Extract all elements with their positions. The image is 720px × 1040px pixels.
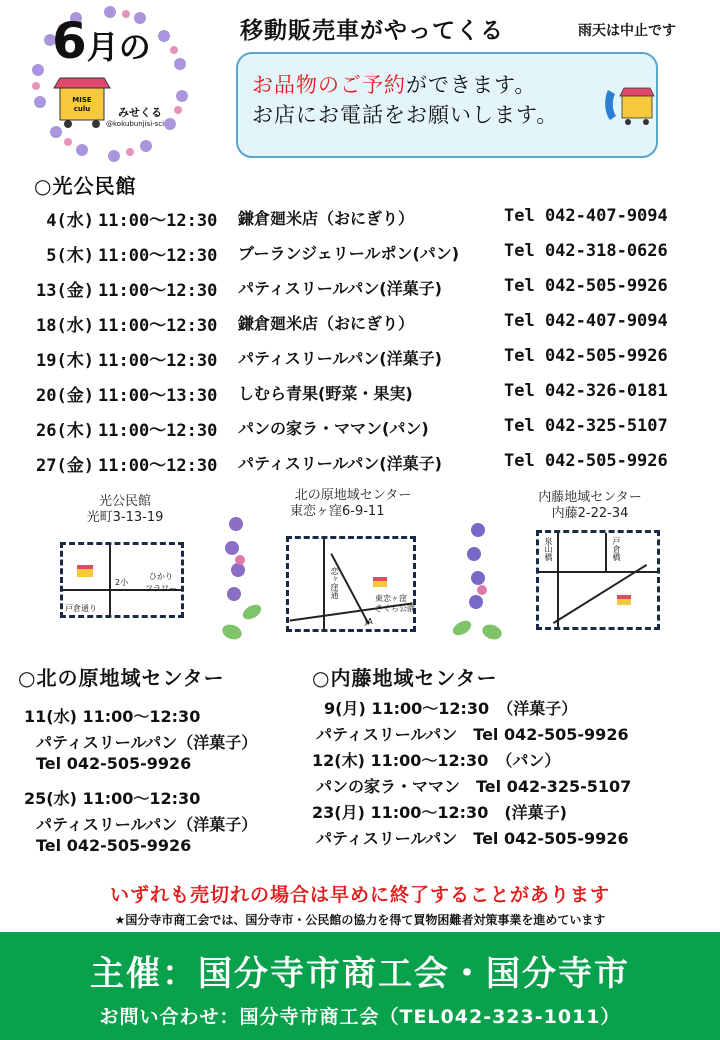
notice-line1: ができます。 (406, 73, 537, 97)
schedule-row (0, 375, 720, 409)
row-date: 27(金) (36, 456, 94, 476)
row-date: 4(水) (46, 211, 94, 231)
cart-marker-icon (77, 565, 93, 577)
schedule-row (0, 445, 720, 479)
kitanohara-entry-phone: Tel 042-505-9926 (36, 754, 192, 773)
naito-entry-datetime: 12(木) 11:00〜12:30 （パン） (312, 751, 561, 770)
row-phone: Tel 042-325-5107 (504, 416, 668, 436)
notice-highlight: お品物のご予約 (252, 73, 406, 97)
map-hikari: 2小 ひかり フラワー 戸倉通り (60, 542, 184, 618)
brand-handle: @kokubunjisi-sci (106, 120, 165, 128)
page-title: 移動販売車がやってくる (240, 18, 504, 44)
row-shop: 鎌倉廻米店（おにぎり） (238, 314, 415, 333)
reservation-notice (236, 52, 658, 158)
section-title-naito: ○内藤地域センター (312, 666, 498, 690)
naito-entry-shop-phone: パティスリールパン Tel 042-505-9926 (316, 829, 629, 848)
schedule-row (0, 340, 720, 374)
organizer: 主催：国分寺市商工会・国分寺市 (90, 954, 630, 994)
brand-mark: MISE culu (72, 96, 92, 113)
month-label: 6月の (52, 12, 151, 70)
schedule-row (0, 305, 720, 339)
row-time: 11:00〜12:30 (98, 456, 218, 476)
notice-line2: お店にお電話をお願いします。 (252, 103, 559, 127)
schedule-row (0, 235, 720, 269)
row-phone: Tel 042-505-9926 (504, 346, 668, 366)
kitanohara-entry-shop: パティスリールパン（洋菓子） (36, 733, 258, 752)
naito-entry-shop-phone: パティスリールパン Tel 042-505-9926 (316, 725, 629, 744)
schedule-row (0, 200, 720, 234)
row-time: 11:00〜12:30 (98, 281, 218, 301)
row-time: 11:00〜12:30 (98, 421, 218, 441)
row-date: 26(木) (36, 421, 94, 441)
naito-entry-datetime: 9(月) 11:00〜12:30 （洋菓子） (324, 699, 578, 718)
row-shop: パティスリールパン(洋菓子) (238, 279, 442, 298)
map-naito: 泉山橋 戸倉橋 (536, 530, 660, 630)
row-time: 11:00〜12:30 (98, 351, 218, 371)
row-shop: ブーランジェリールポン(パン) (238, 244, 460, 263)
row-phone: Tel 042-505-9926 (504, 451, 668, 471)
kitanohara-entry-datetime: 11(水) 11:00〜12:30 (24, 707, 201, 726)
row-date: 5(木) (46, 246, 94, 266)
row-shop: 鎌倉廻米店（おにぎり） (238, 209, 415, 228)
cart-marker-icon (373, 577, 387, 587)
map-kitanohara-label: 北の原地域センター 東恋ヶ窪6-9-11 (290, 488, 412, 519)
program-note: ★国分寺市商工会では、国分寺市・公民館の協力を得て買物困難者対策事業を進めています (114, 913, 606, 927)
brand-name: みせくる (118, 106, 162, 119)
phone-cart-icon (602, 82, 658, 134)
row-date: 18(水) (36, 316, 94, 336)
map-hikari-label: 光公民館 光町3-13-19 (86, 494, 164, 525)
schedule-row (0, 410, 720, 444)
row-time: 11:00〜12:30 (98, 316, 218, 336)
hydrangea-decoration-icon (214, 514, 270, 650)
row-shop: パティスリールパン(洋菓子) (238, 454, 442, 473)
row-shop: しむら青果(野菜・果実) (238, 384, 413, 403)
row-date: 13(金) (36, 281, 94, 301)
section-title-hikari: ○光公民館 (34, 174, 137, 198)
kitanohara-entry-shop: パティスリールパン（洋菓子） (36, 815, 258, 834)
row-shop: パティスリールパン(洋菓子) (238, 349, 442, 368)
row-shop: パンの家ラ・ママン(パン) (238, 419, 429, 438)
row-time: 11:00〜13:30 (98, 386, 218, 406)
row-phone: Tel 042-407-9094 (504, 311, 668, 331)
naito-entry-shop-phone: パンの家ラ・ママン Tel 042-325-5107 (316, 777, 632, 796)
cart-marker-icon (617, 595, 631, 605)
kitanohara-entry-datetime: 25(水) 11:00〜12:30 (24, 789, 201, 808)
row-phone: Tel 042-505-9926 (504, 276, 668, 296)
section-title-kitanohara: ○北の原地域センター (18, 666, 225, 690)
sold-out-notice: いずれも売切れの場合は早めに終了することがあります (109, 884, 610, 906)
footer-banner (0, 932, 720, 1040)
map-kitanohara: 恋ヶ窪通 東恋ヶ窪 さくら公園 JA (286, 536, 416, 632)
logo-wreath (30, 4, 190, 164)
row-time: 11:00〜12:30 (98, 211, 218, 231)
row-phone: Tel 042-318-0626 (504, 241, 668, 261)
schedule-row (0, 270, 720, 304)
row-time: 11:00〜12:30 (98, 246, 218, 266)
row-phone: Tel 042-407-9094 (504, 206, 668, 226)
rain-note: 雨天は中止です (578, 23, 676, 39)
inquiry: お問い合わせ：国分寺市商工会（TEL042-323-1011） (99, 1006, 621, 1028)
naito-entry-datetime: 23(月) 11:00〜12:30 (洋菓子) (312, 803, 567, 822)
hydrangea-decoration-icon (448, 520, 508, 650)
row-date: 19(木) (36, 351, 94, 371)
kitanohara-entry-phone: Tel 042-505-9926 (36, 836, 192, 855)
row-date: 20(金) (36, 386, 94, 406)
map-naito-label: 内藤地域センター 内藤2-22-34 (538, 490, 642, 521)
row-phone: Tel 042-326-0181 (504, 381, 668, 401)
